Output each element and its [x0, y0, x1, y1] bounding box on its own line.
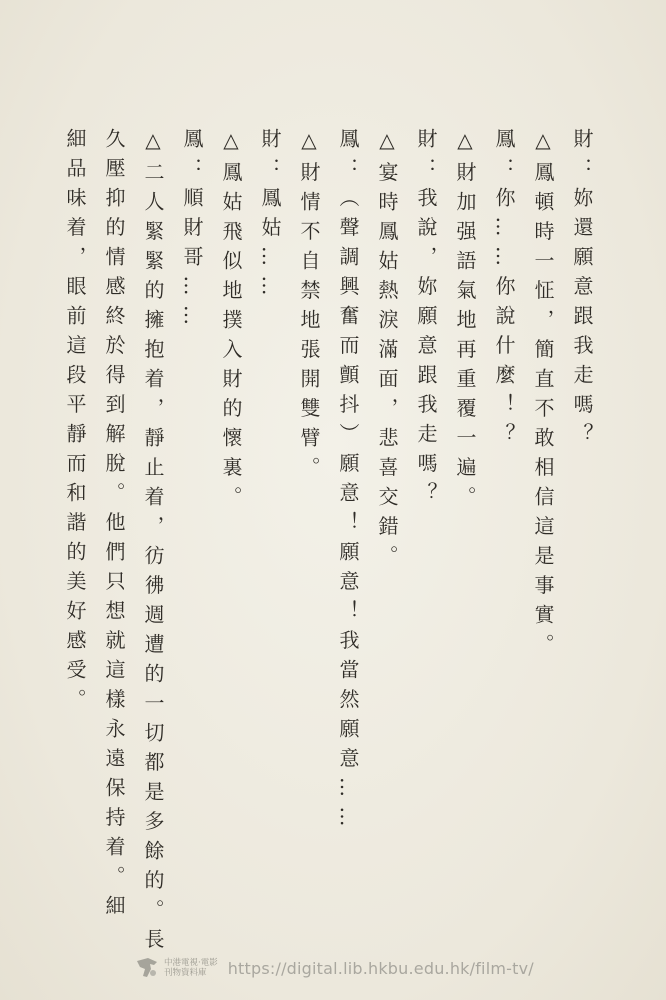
- script-line: 鳳：（聲調興奮而顫抖）願意！願意！我當然願意……: [336, 128, 360, 836]
- script-line: △財加强語氣地再重覆一遍。: [453, 128, 477, 516]
- archive-logo-text: 中港電視·電影 刊物資料庫: [164, 958, 218, 978]
- script-line: 鳳：你……你說什麼！？: [492, 128, 516, 453]
- footer-watermark: [134, 948, 544, 988]
- script-line: △二人緊緊的擁抱着，靜止着，彷彿週遭的一切都是多餘的。長: [141, 128, 165, 958]
- script-line: 財：妳還願意跟我走嗎？: [570, 128, 594, 453]
- script-line: 細品味着，眼前這段平靜而和諧的美好感受。: [63, 128, 87, 718]
- script-line: 鳳：順財哥……: [180, 128, 204, 335]
- script-line: 財：鳳姑……: [258, 128, 282, 305]
- archive-logo: [134, 955, 218, 981]
- script-line: △鳳姑飛似地撲入財的懷裏。: [219, 128, 243, 516]
- script-line: △鳳頓時一怔，簡直不敢相信這是事實。: [531, 128, 555, 663]
- script-line: △宴時鳳姑熱淚滿面，悲喜交錯。: [375, 128, 399, 575]
- script-line: 久壓抑的情感終於得到解脫。他們只想就這樣永遠保持着。細: [102, 128, 126, 925]
- script-line: 財：我說，妳願意跟我走嗎？: [414, 128, 438, 512]
- script-line: △財情不自禁地張開雙臂。: [297, 128, 321, 486]
- archive-url: https://digital.lib.hkbu.edu.hk/film-tv/: [227, 958, 534, 978]
- archive-logo-icon: [134, 955, 160, 981]
